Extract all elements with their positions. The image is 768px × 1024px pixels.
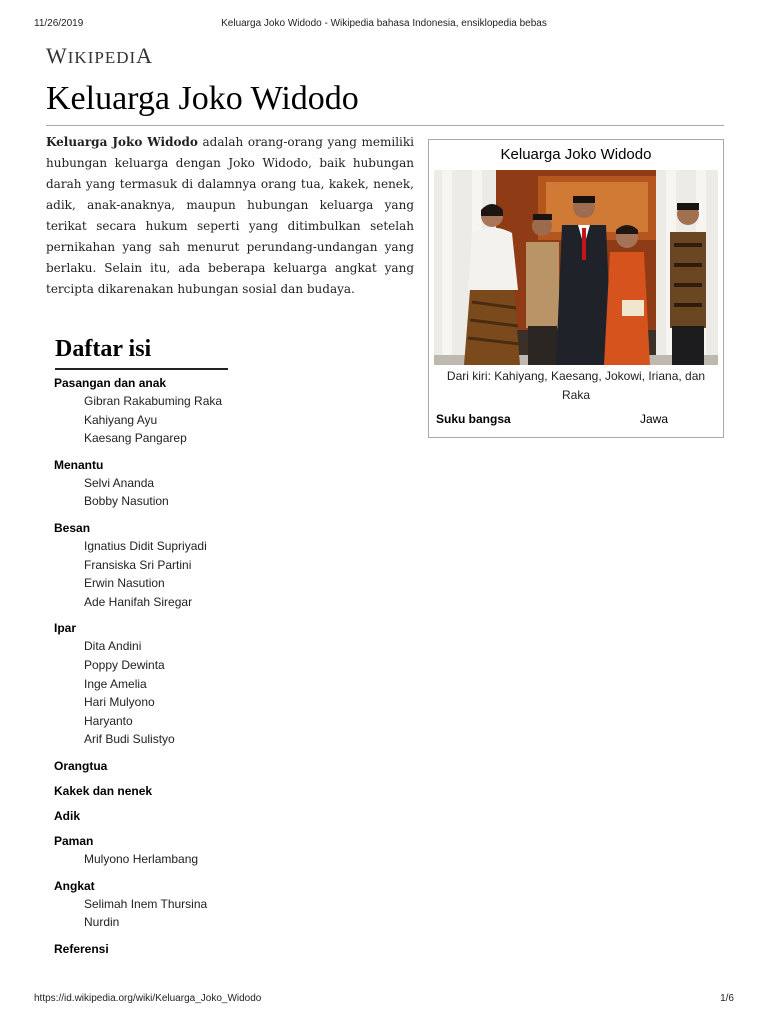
toc-section bbox=[54, 941, 414, 957]
toc-section-link[interactable]: Adik bbox=[54, 808, 81, 823]
intro-bold-subject: Keluarga Joko Widodo bbox=[46, 135, 198, 149]
toc-section-link[interactable]: Orangtua bbox=[54, 758, 108, 773]
toc-divider bbox=[55, 368, 228, 370]
toc-subsection-link[interactable]: Bobby Nasution bbox=[84, 494, 169, 509]
toc-subsection-list bbox=[54, 474, 414, 511]
print-url: https://id.wikipedia.org/wiki/Keluarga_Joko_Widodo bbox=[34, 993, 262, 1004]
title-divider bbox=[46, 125, 724, 126]
table-of-contents bbox=[54, 375, 414, 966]
wordmark-initial: W bbox=[46, 43, 68, 68]
toc-subsection-link[interactable]: Ade Hanifah Siregar bbox=[84, 594, 193, 609]
print-document-title: Keluarga Joko Widodo - Wikipedia bahasa Indonesia, ensiklopedia bebas bbox=[221, 18, 547, 29]
toc-subsection-link[interactable]: Ignatius Didit Supriyadi bbox=[84, 538, 207, 553]
toc-subsection-link[interactable]: Nurdin bbox=[84, 915, 120, 930]
print-footer bbox=[34, 993, 734, 1007]
toc-subsection-link[interactable]: Dita Andini bbox=[84, 639, 142, 654]
toc-subsection-list bbox=[54, 392, 414, 448]
print-date: 11/26/2019 bbox=[34, 18, 84, 29]
toc-subsection-link[interactable]: Fransiska Sri Partini bbox=[84, 557, 192, 572]
toc-subsection-list bbox=[54, 537, 414, 611]
toc-section bbox=[54, 457, 414, 511]
toc-subsection-list bbox=[54, 850, 414, 869]
toc-section bbox=[54, 833, 414, 869]
toc-title: Daftar isi bbox=[55, 336, 152, 362]
wikipedia-wordmark[interactable] bbox=[46, 43, 153, 69]
toc-subsection-link[interactable]: Hari Mulyono bbox=[84, 695, 155, 710]
family-photo[interactable] bbox=[434, 170, 718, 365]
toc-section bbox=[54, 783, 414, 799]
toc-subsection-link[interactable]: Kaesang Pangarep bbox=[84, 431, 187, 446]
toc-subsection-link[interactable]: Selimah Inem Thursina bbox=[84, 896, 208, 911]
family-photo-illustration bbox=[434, 170, 718, 365]
page-number: 1/6 bbox=[720, 993, 734, 1004]
toc-section-link[interactable]: Menantu bbox=[54, 457, 104, 472]
toc-section bbox=[54, 620, 414, 749]
infobox-title: Keluarga Joko Widodo bbox=[500, 146, 652, 163]
toc-section-link[interactable]: Kakek dan nenek bbox=[54, 783, 153, 798]
print-header bbox=[34, 18, 734, 32]
ethnicity-value[interactable]: Jawa bbox=[640, 412, 669, 426]
toc-subsection-link[interactable]: Kahiyang Ayu bbox=[84, 412, 158, 427]
toc-subsection-list bbox=[54, 637, 414, 749]
toc-subsection-link[interactable]: Haryanto bbox=[84, 713, 133, 728]
toc-subsection-link[interactable]: Gibran Rakabuming Raka bbox=[84, 394, 223, 408]
page-title: Keluarga Joko Widodo bbox=[46, 80, 359, 117]
toc-section-link[interactable]: Referensi bbox=[54, 941, 109, 956]
toc-section-link[interactable]: Ipar bbox=[54, 621, 77, 636]
intro-text: adalah orang-orang yang memiliki hubungan keluarga dengan Joko Widodo, baik hubungan darah yang termasuk di dalamnya orang tua, kakek, nenek, adik, anak-anaknya, maupun hubungan keluarga yang terikat secara hukum seperti yang ditimbulkan setelah pernikahan yang sah menurut perundang-undangan yang berlaku. Selain itu, ada beberapa keluarga angkat yang tercipta dikarenakan hubungan sosial dan budaya. bbox=[46, 135, 414, 296]
toc-section bbox=[54, 758, 414, 774]
toc-subsection-link[interactable]: Mulyono Herlambang bbox=[84, 851, 199, 866]
infobox bbox=[428, 139, 724, 438]
toc-subsection-link[interactable]: Selvi Ananda bbox=[84, 475, 155, 490]
ethnicity-label: Suku bangsa bbox=[436, 412, 511, 426]
toc-section-link[interactable]: Besan bbox=[54, 520, 91, 535]
wordmark-final: A bbox=[136, 43, 154, 68]
toc-section bbox=[54, 878, 414, 932]
toc-section-link[interactable]: Pasangan dan anak bbox=[54, 376, 167, 390]
toc-section bbox=[54, 808, 414, 824]
toc-subsection-link[interactable]: Erwin Nasution bbox=[84, 576, 165, 591]
toc-subsection-list bbox=[54, 895, 414, 932]
toc-section-link[interactable]: Angkat bbox=[54, 878, 95, 893]
intro-paragraph bbox=[46, 132, 414, 300]
toc-subsection-link[interactable]: Arif Budi Sulistyo bbox=[84, 732, 175, 747]
toc-section-link[interactable]: Paman bbox=[54, 833, 94, 848]
toc-subsection-link[interactable]: Inge Amelia bbox=[84, 676, 147, 691]
wordmark-middle: IKIPEDI bbox=[67, 48, 137, 67]
photo-caption: Dari kiri: Kahiyang, Kaesang, Jokowi, Iriana, dan Raka bbox=[446, 369, 706, 402]
toc-section bbox=[54, 520, 414, 611]
toc-section bbox=[54, 375, 414, 448]
toc-subsection-link[interactable]: Poppy Dewinta bbox=[84, 657, 165, 672]
